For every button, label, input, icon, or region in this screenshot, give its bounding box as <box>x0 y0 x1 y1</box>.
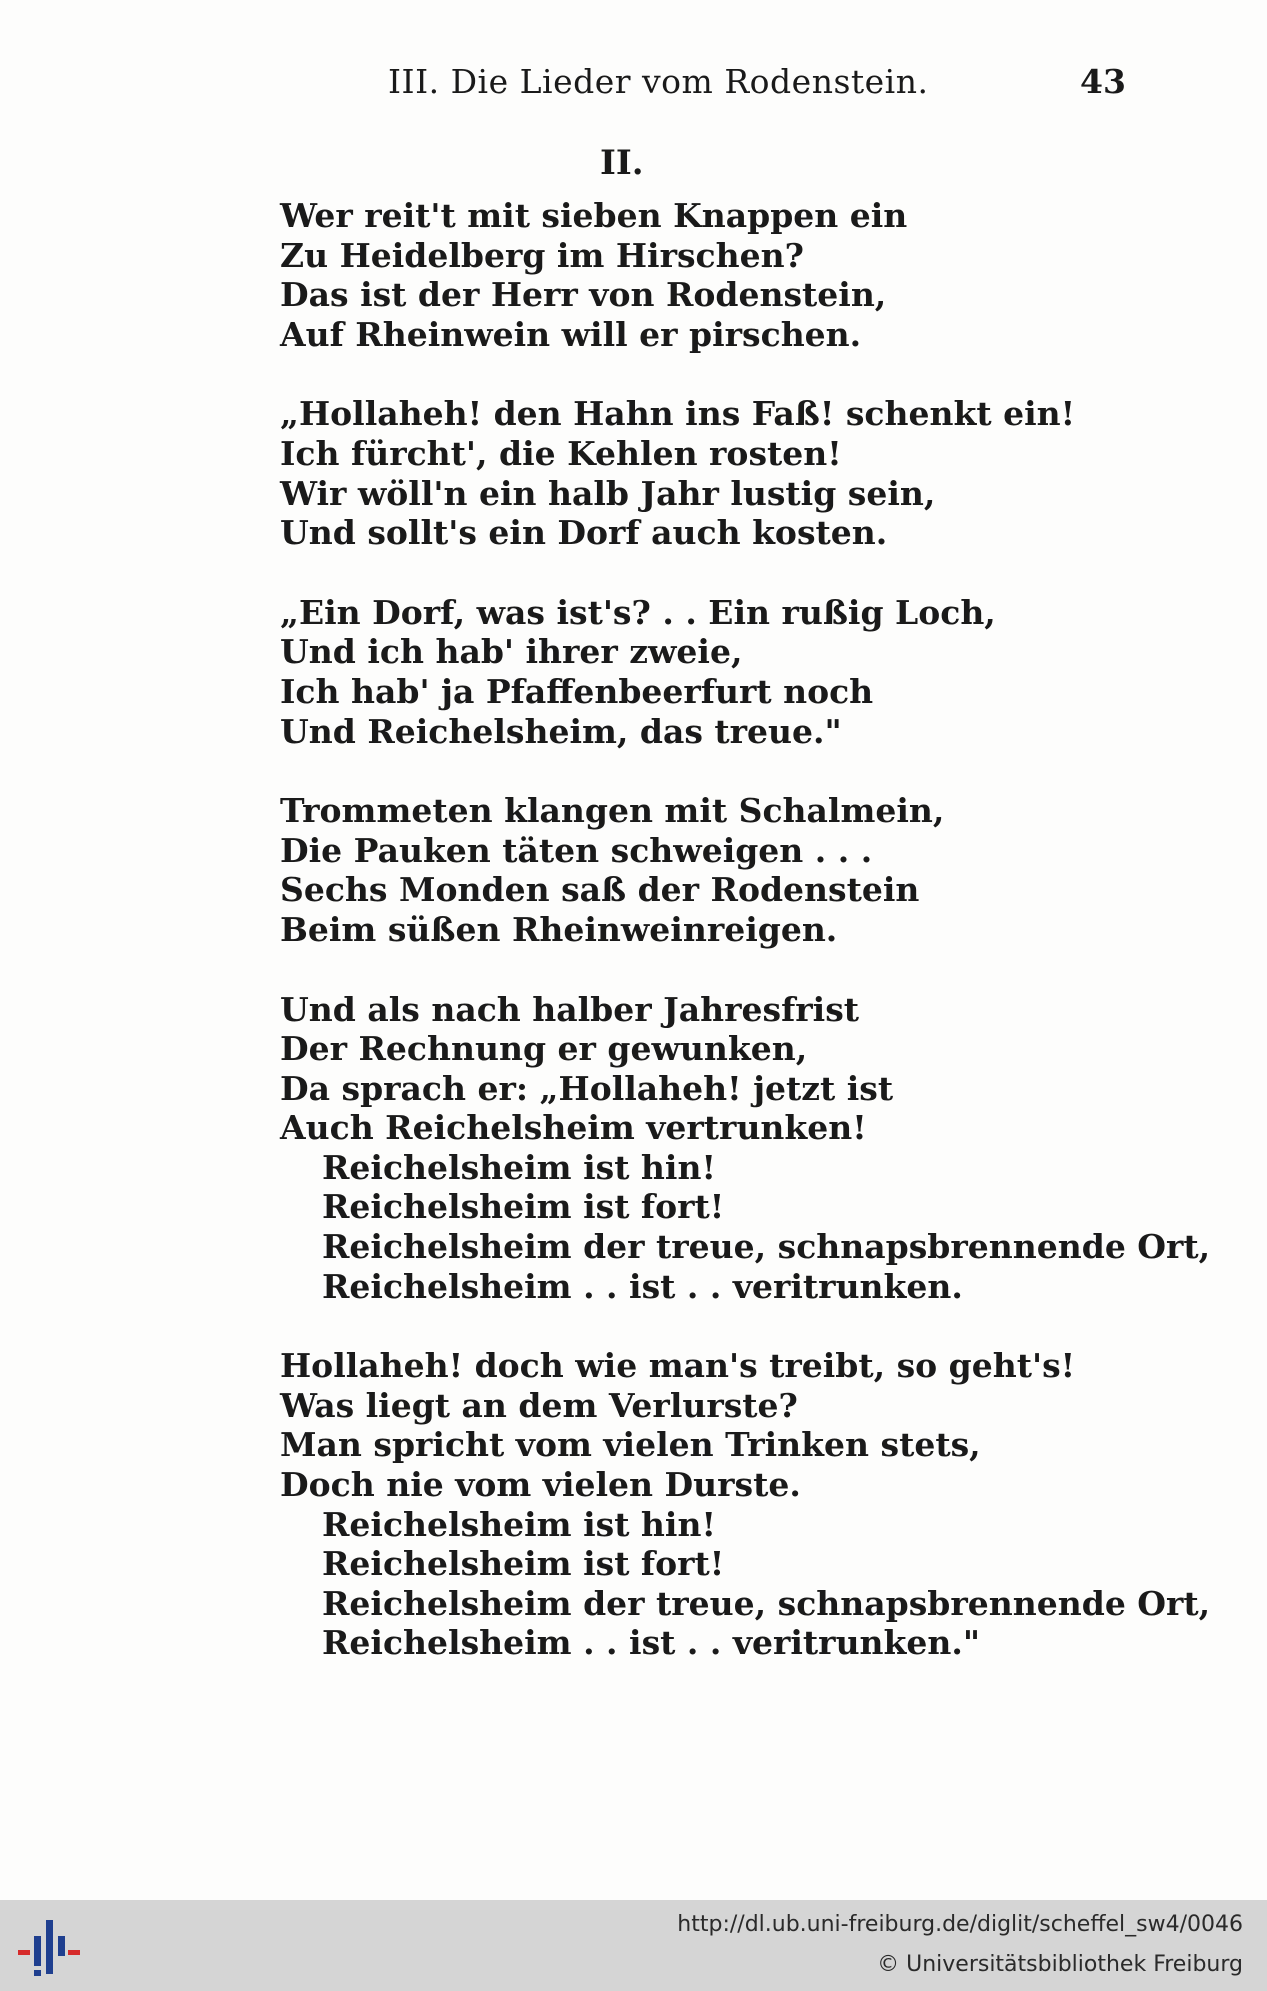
poem-line: Auch Reichelsheim vertrunken! <box>280 1108 867 1148</box>
refrain-line: Reichelsheim ist hin! <box>322 1147 716 1187</box>
poem-line: Und Reichelsheim, das treue." <box>280 711 842 751</box>
stanza-4 <box>280 791 1210 949</box>
poem-line: Beim süßen Rheinweinreigen. <box>280 909 838 949</box>
poem-line: Was liegt an dem Verlurste? <box>280 1385 798 1425</box>
poem-line: Sechs Monden saß der Rodenstein <box>280 870 920 910</box>
stanza-5 <box>280 990 1210 1307</box>
refrain-line: Reichelsheim ist hin! <box>322 1504 716 1544</box>
refrain-line: Reichelsheim der treue, schnapsbrennende Ort, <box>322 1227 1211 1267</box>
poem-line: Auf Rheinwein will er pirschen. <box>280 314 862 354</box>
poem-line: Das ist der Herr von Rodenstein, <box>280 275 887 315</box>
ub-freiburg-logo-icon[interactable] <box>14 1914 84 1980</box>
poem-line: Wer reit't mit sieben Knappen ein <box>280 196 908 235</box>
copyright-text: © Universitätsbibliothek Freiburg <box>877 1952 1243 1977</box>
refrain-line: Reichelsheim ist fort! <box>322 1544 725 1584</box>
refrain-line: Reichelsheim . . ist . . veritrunken." <box>322 1623 981 1663</box>
page-number: 43 <box>1080 62 1126 101</box>
poem-line: Ich hab' ja Pfaffenbeerfurt noch <box>280 671 874 711</box>
poem-line: „Hollaheh! den Hahn ins Faß! schenkt ein! <box>280 394 1076 434</box>
stanza-3 <box>280 593 1210 751</box>
stanza-1 <box>280 196 1210 354</box>
poem-line: Ich fürcht', die Kehlen rosten! <box>280 433 842 473</box>
poem-line: Und sollt's ein Dorf auch kosten. <box>280 513 888 553</box>
poem-line: Hollaheh! doch wie man's treibt, so geht's! <box>280 1346 1076 1386</box>
poem-line: Trommeten klangen mit Schalmein, <box>280 791 945 831</box>
poem-line: Wir wöll'n ein halb Jahr lustig sein, <box>280 473 936 513</box>
stanza-2 <box>280 394 1210 552</box>
running-head: III. Die Lieder vom Rodenstein. <box>388 62 929 101</box>
stanza-6 <box>280 1346 1210 1663</box>
poem-line: Da sprach er: „Hollaheh! jetzt ist <box>280 1068 894 1108</box>
footer-bar <box>0 1900 1267 1991</box>
section-number: II. <box>600 143 644 183</box>
poem-line: Man spricht vom vielen Trinken stets, <box>280 1425 981 1465</box>
poem-line: Und als nach halber Jahresfrist <box>280 989 860 1029</box>
poem-line: Und ich hab' ihrer zweie, <box>280 632 743 672</box>
refrain-line: Reichelsheim der treue, schnapsbrennende Ort, <box>322 1583 1211 1623</box>
poem-line: Der Rechnung er gewunken, <box>280 1029 808 1069</box>
poem-line: Die Pauken täten schweigen . . . <box>280 830 873 870</box>
poem <box>280 196 1210 1703</box>
poem-line: „Ein Dorf, was ist's? . . Ein rußig Loch, <box>280 592 996 632</box>
refrain-line: Reichelsheim ist fort! <box>322 1187 725 1227</box>
refrain-line: Reichelsheim . . ist . . veritrunken. <box>322 1266 963 1306</box>
poem-line: Doch nie vom vielen Durste. <box>280 1465 801 1505</box>
poem-line: Zu Heidelberg im Hirschen? <box>280 235 804 275</box>
source-url-link[interactable]: http://dl.ub.uni-freiburg.de/diglit/scheffel_sw4/0046 <box>677 1912 1243 1937</box>
